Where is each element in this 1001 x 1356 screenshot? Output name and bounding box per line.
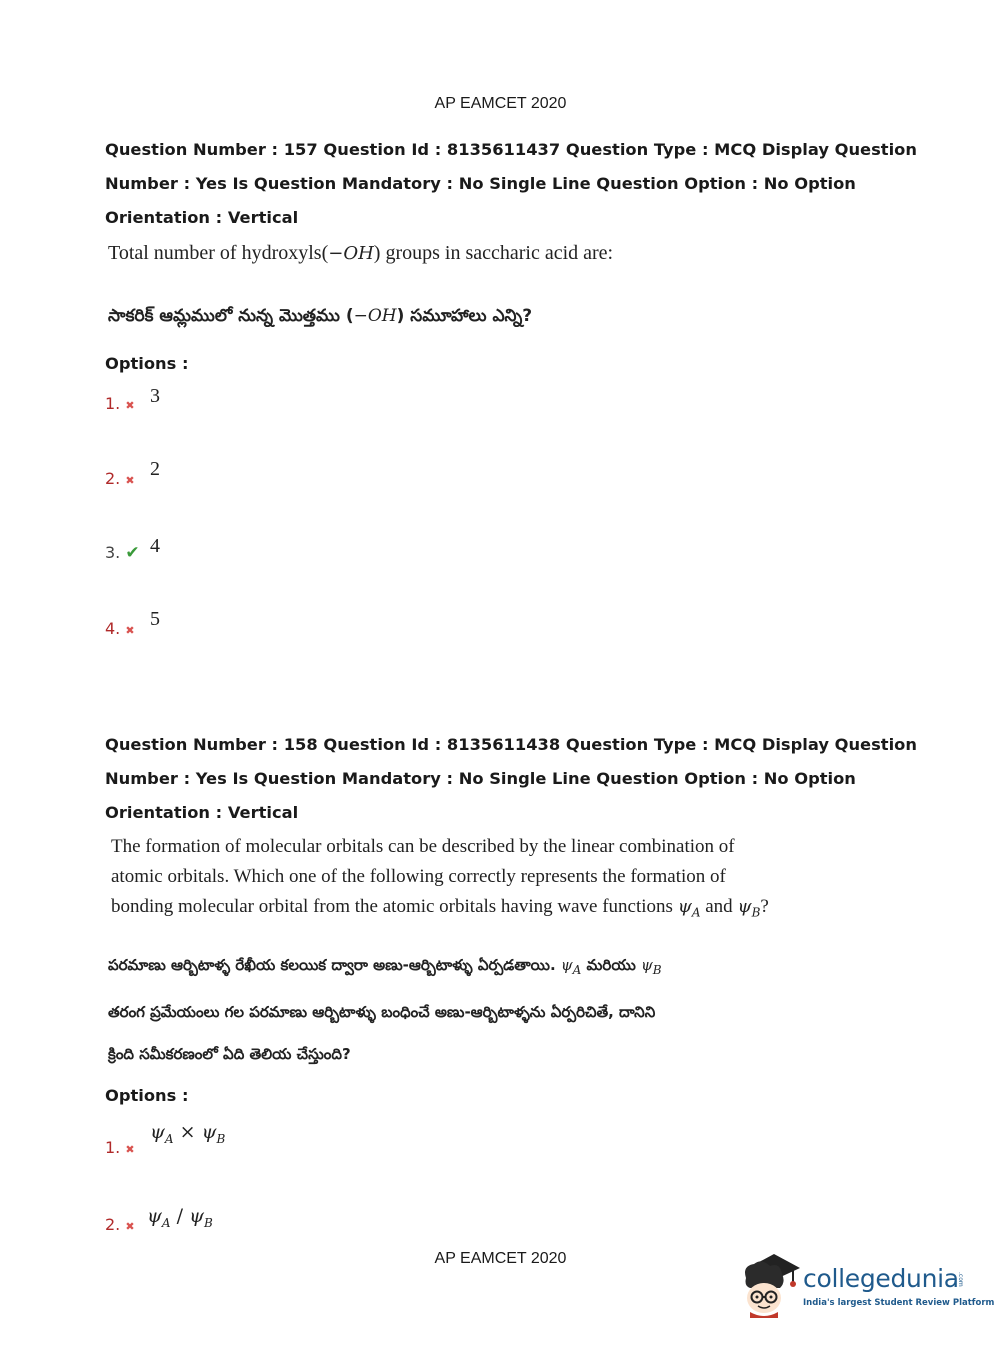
question-text: bonding molecular orbital from the atomic orbitals having wave functions $\psi_A$ and $\psi_B$?: [111, 896, 769, 920]
option-item[interactable]: [105, 1215, 135, 1234]
option-number: 2.: [105, 1215, 121, 1234]
question-158-meta: [105, 728, 917, 830]
meta-line: Number : Yes Is Question Mandatory : No Single Line Question Option : No Option: [105, 769, 856, 788]
wrong-mark-icon: ✖: [125, 474, 135, 487]
option-number: 1.: [105, 1138, 121, 1157]
option-number: 4.: [105, 619, 121, 638]
question-158-telugu: [108, 944, 748, 1075]
option-item[interactable]: [105, 619, 135, 638]
option-number: 1.: [105, 394, 121, 413]
meta-line: Question Number : 157 Question Id : 8135611437 Question Type : MCQ Display Question: [105, 140, 917, 159]
meta-line: Question Number : 158 Question Id : 8135611438 Question Type : MCQ Display Question: [105, 735, 917, 754]
option-value: 2: [150, 458, 160, 480]
question-text: ) groups in saccharic acid are:: [373, 242, 614, 264]
option-value: 4: [150, 535, 160, 557]
question-text: క్రింది సమీకరణంలో ఏది తెలియ చేస్తుంది?: [108, 1045, 351, 1063]
option-item[interactable]: [105, 469, 135, 488]
option-item[interactable]: [105, 543, 140, 563]
question-text: Total number of hydroxyls(: [108, 242, 329, 264]
math-expression: −OH: [353, 306, 397, 326]
question-text: The formation of molecular orbitals can be described by the linear combination of: [111, 836, 735, 857]
option-item[interactable]: [105, 1138, 135, 1157]
wrong-mark-icon: ✖: [125, 1220, 135, 1233]
question-157-telugu: [108, 306, 532, 330]
question-158-english: [111, 832, 769, 928]
option-value: $\psi_A / \psi_B$: [147, 1205, 213, 1230]
wrong-mark-icon: ✖: [125, 624, 135, 637]
option-item[interactable]: [105, 394, 135, 413]
options-label: Options :: [105, 354, 189, 373]
option-number: 2.: [105, 469, 121, 488]
collegedunia-mascot-icon: [740, 1248, 802, 1318]
question-text: పరమాణు ఆర్బిటాళ్ళ రేఖీయ కలయిక ద్వారా అణు-ఆర్బిటాళ్ళు ఏర్పడతాయి. $\psi_A$ మరియు $\psi_B$: [108, 956, 662, 977]
math-expression: −OH: [328, 243, 374, 264]
question-text: ) సమూహాలు ఎన్ని?: [396, 306, 533, 326]
option-value: 5: [150, 608, 160, 630]
option-number: 3.: [105, 543, 121, 562]
meta-line: Orientation : Vertical: [105, 208, 299, 227]
options-label: Options :: [105, 1086, 189, 1105]
question-text: తరంగ ప్రమేయంలు గల పరమాణు ఆర్బిటాళ్ళు బంధించే అణు-ఆర్బిటాళ్ళను ఏర్పరిచితే, దానిని: [108, 1003, 656, 1021]
option-value: $\psi_A \times \psi_B$: [150, 1121, 226, 1146]
wrong-mark-icon: ✖: [125, 399, 135, 412]
check-mark-icon: ✔: [125, 543, 140, 563]
question-157-english: [108, 242, 613, 265]
meta-line: Orientation : Vertical: [105, 803, 299, 822]
question-157-meta: [105, 133, 917, 235]
collegedunia-brand-name[interactable]: collegedunia: [803, 1264, 959, 1293]
wrong-mark-icon: ✖: [125, 1143, 135, 1156]
question-text: atomic orbitals. Which one of the following correctly represents the formation of: [111, 866, 726, 887]
collegedunia-domain: .com: [957, 1272, 964, 1287]
question-text: సాకరిక్ ఆమ్లములో నున్న మొత్తము (: [108, 306, 354, 326]
page-footer-title: AP EAMCET 2020: [434, 1250, 567, 1267]
option-value: 3: [150, 385, 160, 407]
page-header-title: AP EAMCET 2020: [434, 95, 567, 112]
meta-line: Number : Yes Is Question Mandatory : No Single Line Question Option : No Option: [105, 174, 856, 193]
collegedunia-tagline: India's largest Student Review Platform: [803, 1298, 995, 1308]
